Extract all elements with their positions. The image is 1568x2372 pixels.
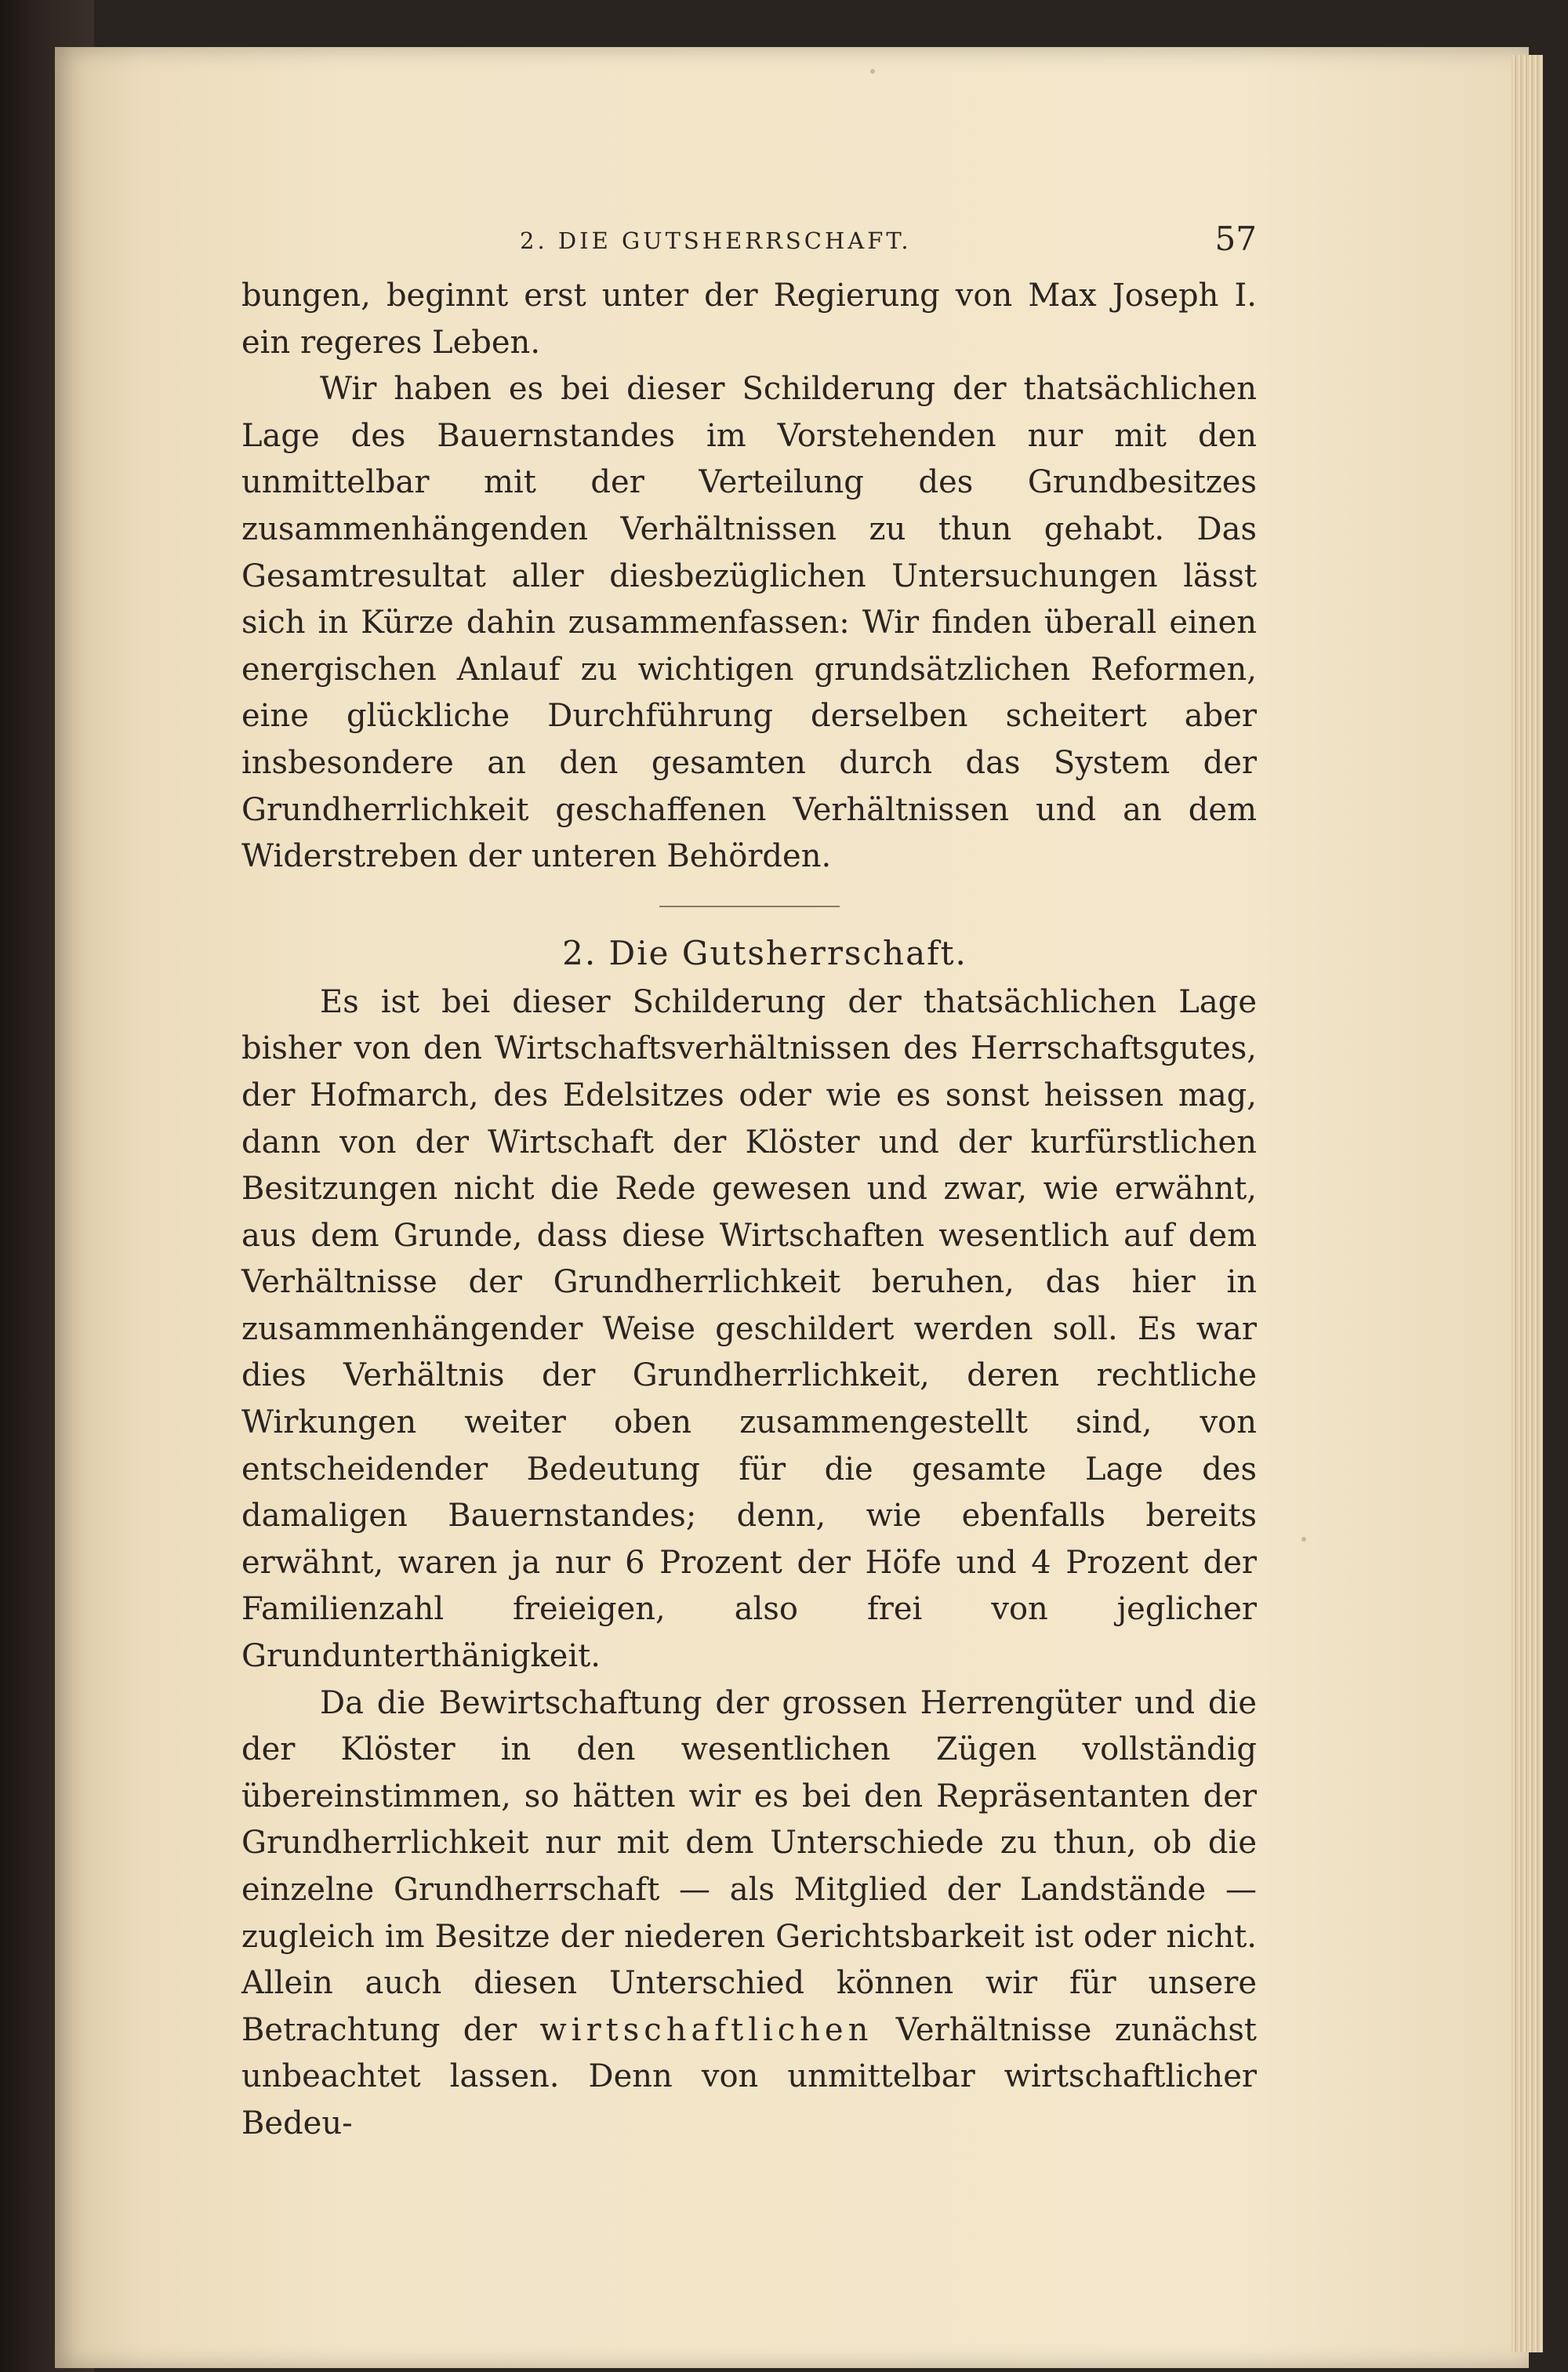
section-divider: [659, 906, 840, 907]
para4-after: Verhältnisse zunächst unbeachtet lassen. Denn von unmittelbar wirtschaftlicher Bedeu-: [241, 2011, 1257, 2141]
paragraph-gutsherrschaft: Es ist bei dieser Schilderung der thatsächlichen Lage bisher von den Wirtschaftsverhältnissen des Herrschaftsgutes, der Hofmarch, des Edelsitzes oder wie es sonst heissen mag, dann von der Wirtschaft der Klöster und der kurfürstlichen Besitzungen nicht die Rede gewesen und zwar, wie erwähnt, aus dem Grunde, dass diese Wirtschaften wesentlich auf dem Verhältnisse der Grundherrlichkeit beruhen, das hier in zusammenhängender Weise geschildert werden soll. Es war dies Verhältnis der Grundherrlichkeit, deren rechtliche Wirkungen weiter oben zusammengestellt sind, von entscheidender Bedeutung für die gesamte Lage des damaligen Bauernstandes; denn, wie ebenfalls bereits erwähnt, waren ja nur 6 Prozent der Höfe und 4 Prozent der Familienzahl freieigen, also frei von jeglicher Grundunterthänigkeit.: [241, 983, 1257, 1675]
para4-spaced-word: wirtschaftlichen: [539, 2011, 873, 2048]
paragraph-continued: bungen, beginnt erst unter der Regierung von Max Joseph I. ein regeres Leben.: [241, 278, 1257, 361]
section-title: 2. Die Gutsherrschaft.: [562, 933, 967, 972]
running-head: 2. DIE GUTSHERRSCHAFT.: [520, 227, 912, 254]
page-header: [241, 210, 1257, 273]
page-edges: [1512, 55, 1543, 2352]
page-number: 57: [1214, 220, 1257, 258]
paragraph-summary: Wir haben es bei dieser Schilderung der thatsächlichen Lage des Bauernstandes im Vorstehenden nur mit den unmittelbar mit der Verteilung des Grundbesitzes zusammenhängenden Verhältnissen zu thun gehabt. Das Gesamtresultat aller diesbezüglichen Untersuchungen lässt sich in Kürze dahin zusammenfassen: Wir finden überall einen energischen Anlauf zu wichtigen grundsätzlichen Reformen, eine glückliche Durchführung derselben scheitert aber insbesondere an den gesamten durch das System der Grundherrlichkeit geschaffenen Verhältnissen und an dem Widerstreben der unteren Behörden.: [241, 371, 1257, 875]
para4-before: Da die Bewirtschaftung der grossen Herrengüter und die der Klöster in den wesentlichen Zügen vollständig übereinstimmen, so hätten wir es bei den Repräsentanten der Grundherrlichkeit nur mit dem Unterschiede zu thun, ob die einzelne Grundherrschaft — als Mitglied der Landstände — zugleich im Besitze der niederen Gerichtsbarkeit ist oder nicht. Allein auch diesen Unterschied können wir für unsere Betrachtung der: [241, 1684, 1257, 2048]
text-block: [241, 210, 1257, 2148]
paragraph-bewirtschaftung: [241, 1680, 1257, 2148]
